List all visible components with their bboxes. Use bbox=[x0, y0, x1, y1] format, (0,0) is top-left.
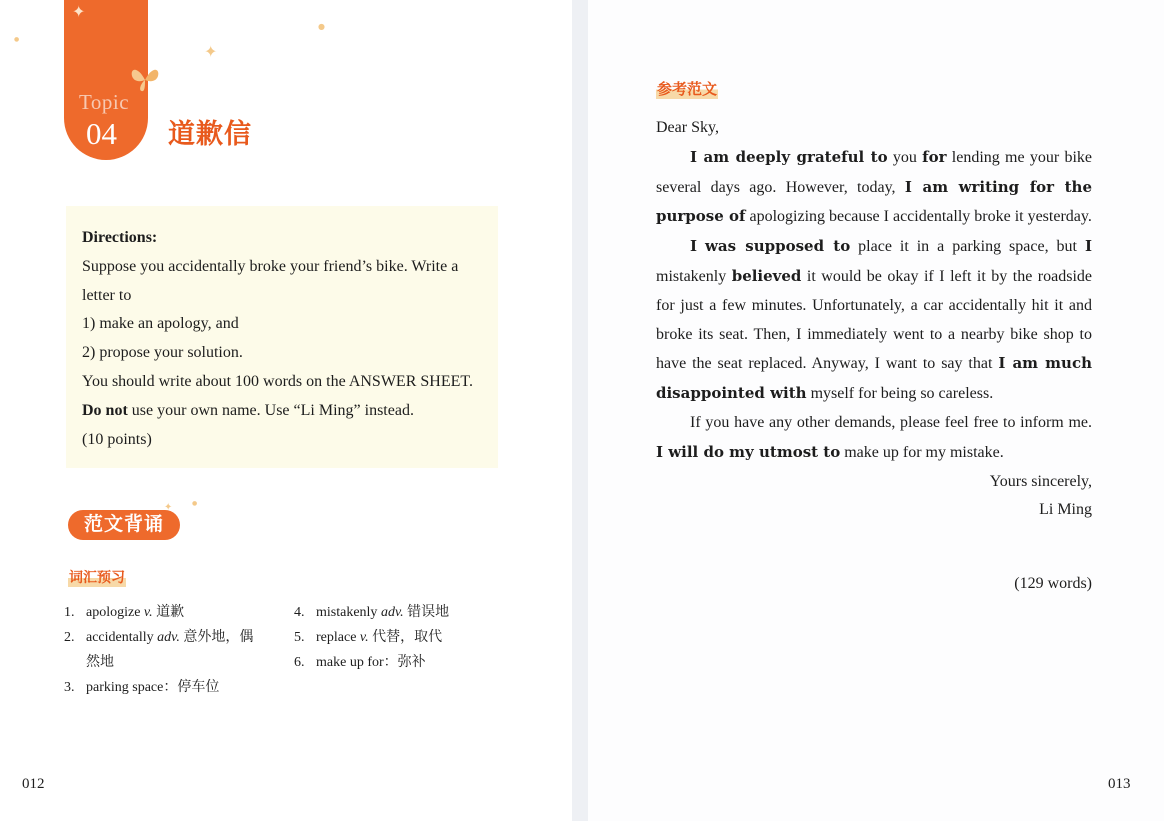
sparkle-icon: ✦ bbox=[204, 42, 218, 61]
vocab-list-right bbox=[294, 600, 449, 675]
topic-number: 04 bbox=[86, 116, 117, 151]
directions-points: (10 points) bbox=[82, 430, 152, 448]
directions-line: You should write about 100 words on the ANSWER SHEET. bbox=[82, 372, 473, 390]
reference-heading: 参考范文 bbox=[656, 78, 718, 99]
directions-line: 2) propose your solution. bbox=[82, 344, 243, 362]
letter-paragraph: I was supposed to place it in a parking space, but I mistakenly believed it would be okay if I left it by the roadside for just a few minutes. Unfortunately, a car accidentally hit it and broke its seat. Then, I immediately went to a nearby bike shop to have the seat replaced. Anyway, I want to say that I am much disappointed with myself for being so careless. bbox=[656, 237, 1093, 403]
vocab-item: 4. mistakenly adv. 错误地 bbox=[294, 605, 450, 620]
directions-line: Suppose you accidentally broke your friend’s bike. Write a bbox=[82, 257, 459, 275]
vocab-item: 5. replace v. 代替，取代 bbox=[294, 630, 443, 645]
sparkle-icon: ✦ bbox=[72, 2, 86, 21]
directions-line-rest: use your own name. Use “Li Ming” instead. bbox=[127, 401, 414, 419]
vocab-item: 1. apologize v. 道歉 bbox=[64, 605, 185, 620]
topic-title: 道歉信 bbox=[168, 119, 252, 149]
letter-paragraph: I am deeply grateful to you for lending me your bike several days ago. However, today, I am writing for the purpose of apologizing because I accidentally broke it yesterday. bbox=[656, 147, 1092, 226]
directions-line bbox=[82, 397, 498, 426]
right-page bbox=[588, 0, 1164, 821]
closing: Yours sincerely, bbox=[989, 472, 1092, 490]
directions-box bbox=[66, 206, 498, 468]
word-count: (129 words) bbox=[1014, 575, 1092, 592]
left-page bbox=[0, 0, 572, 821]
sparkle-icon: ✦ bbox=[164, 502, 173, 513]
section-label-pill: 范文背诵 bbox=[68, 510, 180, 540]
page-number-right: 013 bbox=[1108, 776, 1131, 792]
directions-line: 1) make an apology, and bbox=[82, 315, 239, 333]
letter-paragraph: If you have any other demands, please feel free to inform me. I will do my utmost to make up for my mistake. bbox=[656, 413, 1092, 461]
signature: Li Ming bbox=[1039, 501, 1092, 519]
sparkle-icon: ● bbox=[14, 36, 20, 43]
vocab-item: 6. make up for：弥补 bbox=[294, 655, 426, 670]
vocab-item: 2. accidentally adv. 意外地，偶 bbox=[64, 630, 254, 645]
do-not-bold: Do not bbox=[82, 401, 128, 419]
butterfly-icon bbox=[128, 64, 162, 94]
topic-word: Topic bbox=[79, 90, 130, 114]
vocab-list-left bbox=[64, 600, 253, 700]
vocab-item-continued: 然地 bbox=[86, 655, 114, 670]
directions-line: letter to bbox=[82, 286, 132, 304]
vocab-heading: 词汇预习 bbox=[68, 567, 126, 587]
directions-heading: Directions: bbox=[82, 229, 158, 246]
sparkle-icon: ● bbox=[318, 22, 325, 31]
sparkle-icon: ● bbox=[192, 500, 198, 507]
salutation: Dear Sky, bbox=[656, 119, 719, 136]
sample-letter bbox=[656, 114, 1092, 525]
vocab-item: 3. parking space：停车位 bbox=[64, 680, 220, 695]
page-number-left: 012 bbox=[22, 776, 45, 792]
